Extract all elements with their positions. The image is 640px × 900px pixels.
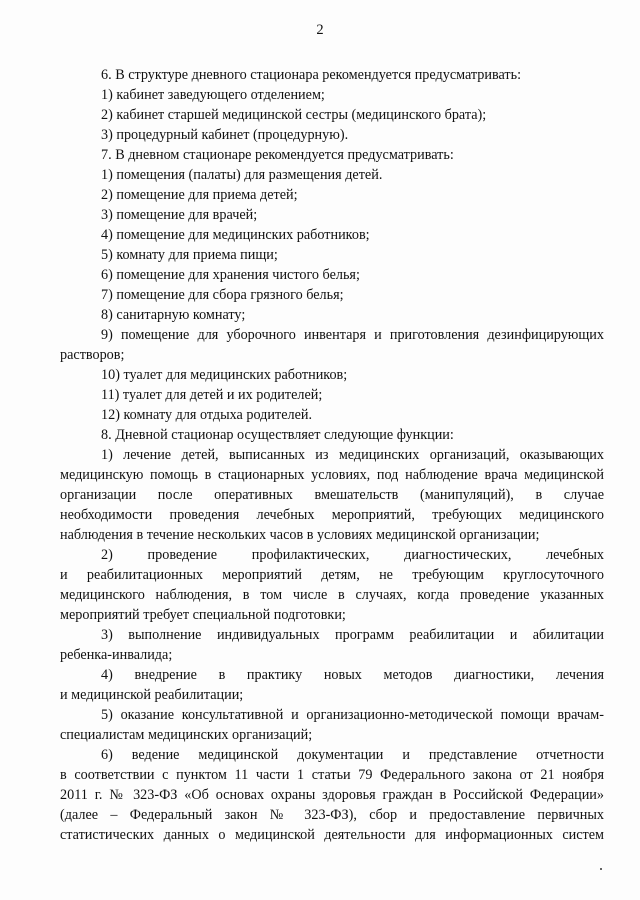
text-line: 2) помещение для приема детей; (101, 187, 298, 203)
scan-speck (600, 868, 602, 870)
text-line: 8) санитарную комнату; (101, 307, 246, 323)
text-line: в соответствии с пунктом 11 части 1 статьи 79 Федерального закона от 21 ноября (60, 767, 604, 783)
text-line: ребенка-инвалида; (60, 647, 173, 663)
text-line: мероприятий требует специальной подготовки; (60, 607, 346, 623)
text-line: необходимости проведения лечебных мероприятий, требующих медицинского (60, 507, 604, 523)
text-line: 2011 г. № 323-ФЗ «Об основах охраны здоровья граждан в Российской Федерации» (60, 787, 604, 803)
text-line: 6) ведение медицинской документации и представление отчетности (101, 747, 604, 763)
text-line: 6) помещение для хранения чистого белья; (101, 267, 360, 283)
text-line: 6. В структуре дневного стационара рекомендуется предусматривать: (101, 67, 522, 83)
page-number: 2 (316, 22, 324, 38)
text-line: 2) проведение профилактических, диагностических, лечебных (101, 547, 604, 563)
text-line: 12) комнату для отдыха родителей. (101, 407, 313, 423)
text-line: статистических данных о медицинской деятельности для информационных систем (60, 827, 604, 843)
text-line: 3) помещение для врачей; (101, 207, 258, 223)
text-line: (далее – Федеральный закон № 323-ФЗ), сбор и предоставление первичных (60, 807, 604, 823)
text-line: наблюдения в течение нескольких часов в условиях медицинской организации; (60, 527, 540, 543)
text-line: медицинского наблюдения, в том числе в случаях, когда проведение указанных (60, 587, 604, 603)
text-line: 4) помещение для медицинских работников; (101, 227, 370, 243)
text-line: и реабилитационных мероприятий детям, не требующим круглосуточного (60, 567, 604, 583)
text-line: 8. Дневной стационар осуществляет следующие функции: (101, 427, 454, 443)
text-line: медицинскую помощь в стационарных условиях, под наблюдение врача медицинской (60, 467, 604, 483)
text-line: 3) процедурный кабинет (процедурную). (101, 127, 349, 143)
text-line: 7. В дневном стационаре рекомендуется предусматривать: (101, 147, 454, 163)
text-line: 1) лечение детей, выписанных из медицинских организаций, оказывающих (101, 447, 604, 463)
text-line: 1) кабинет заведующего отделением; (101, 87, 325, 103)
text-line: 2) кабинет старшей медицинской сестры (медицинского брата); (101, 107, 487, 123)
text-line: 4) внедрение в практику новых методов диагностики, лечения (101, 667, 604, 683)
text-line: 3) выполнение индивидуальных программ реабилитации и абилитации (101, 627, 604, 643)
text-line: 9) помещение для уборочного инвентаря и приготовления дезинфицирующих (101, 327, 604, 343)
text-line: 7) помещение для сбора грязного белья; (101, 287, 344, 303)
text-line: растворов; (60, 347, 125, 363)
text-line: 10) туалет для медицинских работников; (101, 367, 348, 383)
text-line: 5) оказание консультативной и организационно-методической помощи врачам- (101, 707, 604, 723)
text-line: 11) туалет для детей и их родителей; (101, 387, 323, 403)
text-line: и медицинской реабилитации; (60, 687, 244, 703)
text-line: 1) помещения (палаты) для размещения детей. (101, 167, 383, 183)
text-line: специалистам медицинских организаций; (60, 727, 313, 743)
text-line: 5) комнату для приема пищи; (101, 247, 278, 263)
text-line: организации после оперативных вмешательств (манипуляций), в случае (60, 487, 604, 503)
